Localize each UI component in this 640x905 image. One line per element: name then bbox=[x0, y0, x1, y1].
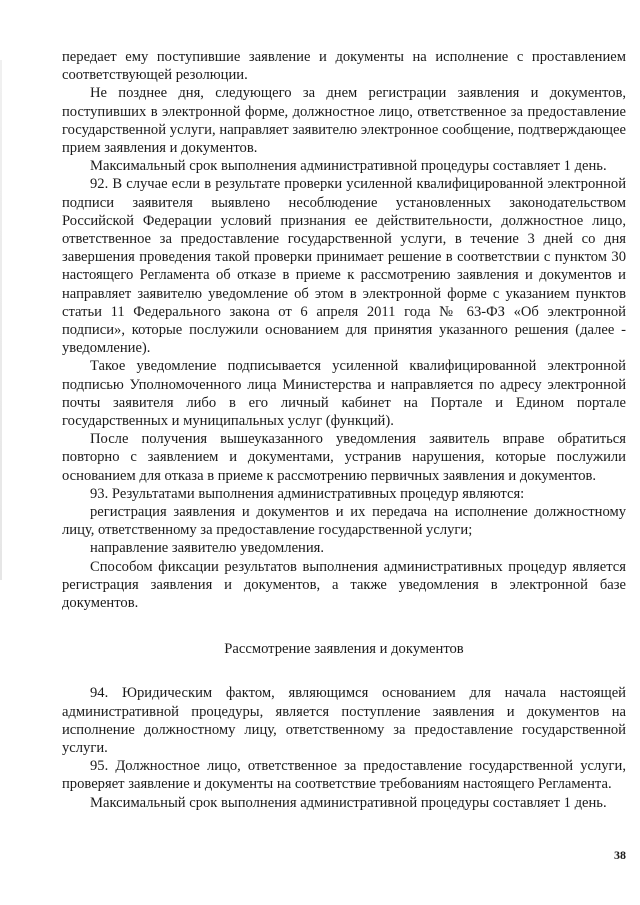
paragraph: передает ему поступившие заявление и документы на исполнение с проставлением соответствующей резолюции. bbox=[62, 49, 626, 84]
scan-edge-mark bbox=[0, 60, 2, 580]
paragraph-item-94: 94. Юридическим фактом, являющимся основанием для начала настоящей административной процедуры, является поступление заявления и документов на исполнение должностному лицу, ответственному за предоставление государственной услуги. bbox=[62, 685, 626, 756]
page-number: 38 bbox=[614, 848, 626, 862]
paragraph: направление заявителю уведомления. bbox=[90, 540, 325, 557]
paragraph: Не позднее дня, следующего за днем регистрации заявления и документов, поступивших в электронной форме, должностное лицо, ответственное за предоставление государственной услуги, направляет заявителю электронное сообщение, подтверждающее прием заявления и документов. bbox=[62, 85, 626, 157]
paragraph: регистрация заявления и документов и их передача на исполнение должностному лицу, ответственному за предоставление государственной услуги; bbox=[62, 504, 626, 539]
paragraph-item-93: 93. Результатами выполнения административных процедур являются: bbox=[90, 485, 525, 502]
paragraph-item-95: 95. Должностное лицо, ответственное за предоставление государственной услуги, проверяет заявление и документы на соответствие требованиям настоящего Регламента. bbox=[62, 758, 626, 793]
paragraph: Максимальный срок выполнения административной процедуры составляет 1 день. bbox=[90, 158, 607, 175]
paragraph-item-92: 92. В случае если в результате проверки усиленной квалифицированной электронной подписи заявителя выявлено несоблюдение установленных законодательством Российской Федерации условий признания ее действительности, должностное лицо, ответственное за предоставление государственной услуги, в течение 3 дней со дня завершения проведения такой проверки принимает решение в соответствии с пунктом 30 настоящего Регламента об отказе в приеме к рассмотрению заявления и документов и направляет заявителю уведомление об этом в электронной форме с указанием пунктов статьи 11 Федерального закона от 6 апреля 2011 года № 63-ФЗ «Об электронной подписи», которые послужили основанием для принятия указанного решения (далее - уведомление). bbox=[62, 176, 626, 357]
paragraph: Такое уведомление подписывается усиленной квалифицированной электронной подписью Уполномоченного лица Министерства и направляется по адресу электронной почты заявителя либо в его личный кабинет на Портале и Едином портале государственных и муниципальных услуг (функций). bbox=[62, 358, 626, 430]
paragraph: Максимальный срок выполнения административной процедуры составляет 1 день. bbox=[90, 794, 607, 811]
paragraph: После получения вышеуказанного уведомления заявитель вправе обратиться повторно с заявлением и документами, устранив нарушения, которые послужили основанием для отказа в приеме к рассмотрению первичных заявления и документов. bbox=[62, 431, 626, 484]
paragraph: Способом фиксации результатов выполнения административных процедур является регистрация заявления и документов, а также уведомления в электронной базе документов. bbox=[62, 558, 626, 612]
section-heading: Рассмотрение заявления и документов bbox=[224, 641, 464, 658]
